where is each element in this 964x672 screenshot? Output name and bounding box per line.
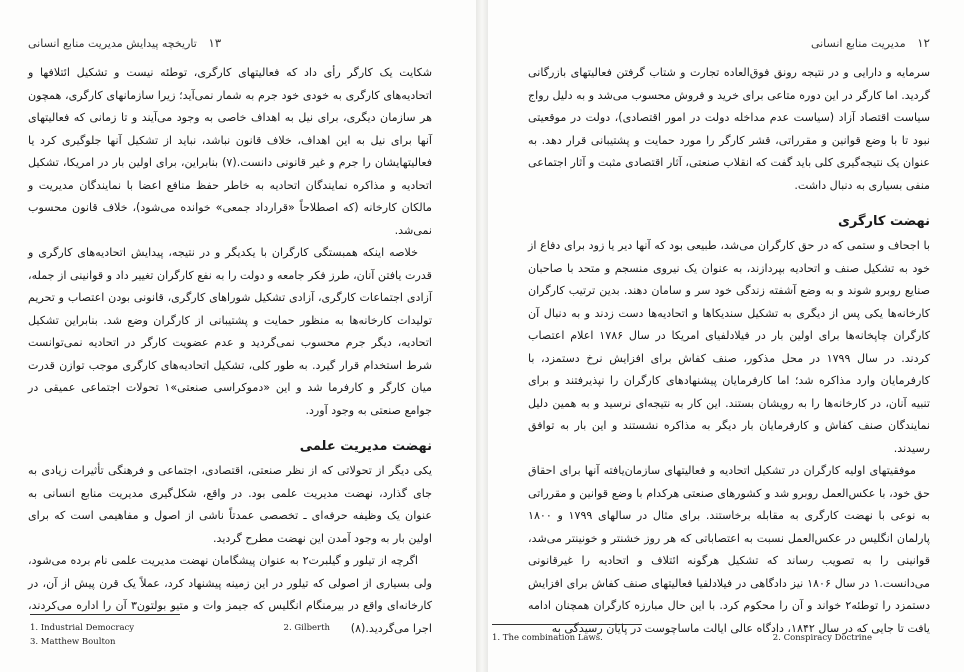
footnote-1: 1. Industrial Democracy (30, 623, 135, 633)
left-paragraph-1: شکایت یک کارگر رأی داد که فعالیتهای کارگری، توطئه نیست و تشکیل ائتلافها و اتحادیه‌های کارگری به خودی خود جرم به شمار نمی‌آید؛ زیرا سازمانهای کارگری، همچون هر سازمان دیگری، برای نیل به اهداف خاصی به وجود می‌آیند و تا زمانی که فعالیتهای آنها برای نیل به این اهداف، خلاف قانون نباشد، نباید از تشکیل آنها جلوگیری کرد یا فعالیتهایشان را جرم و غیر قانونی دانست.(۷) بنابراین، برای اولین بار در امریکا، تشکیل اتحادیه و مذاکره نمایندگان اتحادیه به خاطر حفظ منافع اعضا با نمایندگان مدیریت و مالکان کارخانه (که اصطلاحاً «قرارداد جمعی» خوانده می‌شود)، خلاف قانون محسوب نمی‌شد. (28, 66, 432, 237)
left-paragraph-2: خلاصه اینکه همبستگی کارگران با یکدیگر و در نتیجه، پیدایش اتحادیه‌های کارگری و قدرت یافتن آنان، طرز فکر جامعه و دولت را به نفع کارگران تغییر داد و قوانینی از جمله، آزادی اجتماعات کارگری، آزادی تشکیل شوراهای کارگری، قانونی بودن اعتصاب و تحریم تولیدات کارخانه‌ها به منظور حمایت و پشتیبانی از کارگران وضع شد. بنابراین تشکیل اتحادیه، دیگر جرم محسوب نمی‌گردید و عدم عضویت کارگر در اتحادیه نمی‌توانست شرط استخدام قرار گیرد. به طور کلی، تشکیل اتحادیه‌های کارگری موجب توازن قدرت میان کارگر و کارفرما شد و این «دموکراسی صنعتی»۱ تحولات اجتماعی عمیقی در جوامع صنعتی به وجود آورد. (28, 246, 432, 417)
footnote-3: 3. Matthew Boulton (30, 637, 116, 647)
footnote-1: 1. The combination Laws. (492, 633, 603, 643)
right-footnotes (492, 624, 932, 645)
book-gutter (476, 0, 488, 672)
right-section-title: نهضت کارگری (837, 214, 930, 229)
left-section-paragraph-1: یکی دیگر از تحولاتی که از نظر صنعتی، اقتصادی، اجتماعی و فرهنگی تأثیرات زیادی به جای گذارد، نهضت مدیریت علمی بود. در واقع، شکل‌گیری مدیریت منابع انسانی به عنوان یک وظیفه حرفه‌ای ـ تخصصی عمدتاً ناشی از اصول و مفاهیمی است که برای اولین بار به وجود آمدن این نهضت مطرح گردید. (28, 464, 432, 545)
right-section-paragraph-1: با اجحاف و ستمی که در حق کارگران می‌شد، طبیعی بود که آنها دیر یا زود برای دفاع از خود به تشکیل صنف و اتحادیه بپردازند، به عنوان یک نیروی منسجم و متحد با صاحبان صنایع روبرو شوند و به وضع آشفته زندگی خود سر و سامان دهند. بدین ترتیب کارگران کارخانه‌ها یکی پس از دیگری به تشکیل سندیکاها و اتحادیه‌ها دست زدند و به دنبال آن کارگران چاپخانه‌ها برای اولین بار در فیلادلفیای امریکا در سال ۱۷۸۶ اعلام اعتصاب کردند. در سال ۱۷۹۹ در محل مذکور، صنف کفاش برای افزایش نرخ دستمزد، با کارفرمایان وارد مذاکره شد؛ اما کارفرمایان پیشنهادهای کارگران را نپذیرفتند و برای تنبیه آنان، در کارخانه‌ها را به رویشان بستند. این کار به نتیجه‌ای نرسید و به همین دلیل نمایندگان صنف کفاش و کارفرمایان بار دیگر به مذاکره نشستند و این بار به توافق رسیدند. (528, 239, 930, 455)
footnote-rule (492, 624, 642, 625)
footnote-2: 2. Conspiracy Doctrine (772, 633, 872, 643)
right-page-number: ۱۲ (917, 36, 930, 50)
left-page-number: ۱۳ (208, 36, 222, 50)
left-page-body (28, 62, 432, 640)
right-header-title: مدیریت منابع انسانی (810, 37, 906, 50)
right-section-paragraph-2: موفقیتهای اولیه کارگران در تشکیل اتحادیه و فعالیتهای سازمان‌یافته آنها برای احقاق حق خود، با عکس‌العمل روبرو شد و کشورهای صنعتی هرکدام با وضع قوانین و مقرراتی به نوعی با نهضت کارگری به مقابله برخاستند. برای مثال در سالهای ۱۷۹۹ و ۱۸۰۰ پارلمان انگلیس در عکس‌العمل نسبت به اعتصاباتی که هر روز خشنتر و خونینتر می‌شد، قوانینی را به تصویب رساند که تشکیل هرگونه ائتلاف و اتحادیه را غیرقانونی می‌دانست.۱ در سال ۱۸۰۶ نیز دادگاهی در فیلادلفیا فعالیتهای صنف کفاش برای افزایش دستمزد را توطئه۲ خواند و آن را محکوم کرد. با این حال مبارزه کارگران همچنان ادامه یافت تا جایی که در سال ۱۸۴۲، دادگاه عالی ایالت ماساچوست در پایان رسیدگی به (528, 464, 931, 635)
left-page-header (28, 36, 432, 50)
left-page (0, 0, 476, 672)
right-page-header (528, 36, 930, 50)
right-paragraph-1: سرمایه و دارایی و در نتیجه رونق فوق‌العاده تجارت و شتاب گرفتن فعالیتهای بازرگانی گردید. اما کارگر در این دوره متاعی برای خرید و فروش محسوب می‌شد و به دلیل رواج سیاست اقتصاد آزاد (سیاست عدم مداخله دولت در امور اقتصادی)، دولت در موقعیتی نبود تا با وضع قوانین و مقرراتی، قشر کارگر را مورد حمایت و پشتیبانی قرار دهد. به عنوان یک نتیجه‌گیری کلی باید گفت که انقلاب صنعتی، آثار اقتصادی مثبت و آثار اجتماعی منفی بسیاری به دنبال داشت. (528, 66, 930, 192)
footnote-rule (30, 614, 180, 615)
left-footnotes (30, 614, 450, 649)
right-page (488, 0, 964, 672)
right-page-body (528, 62, 930, 640)
footnote-2: 2. Gilberth (283, 623, 330, 633)
left-section-title: نهضت مدیریت علمی (299, 439, 432, 454)
left-header-title: تاریخچه پیدایش مدیریت منابع انسانی (28, 37, 197, 50)
left-section-paragraph-2: اگرچه از تیلور و گیلبرت۲ به عنوان پیشگامان نهضت مدیریت علمی نام برده می‌شود، ولی بسیاری از اصولی که تیلور در این زمینه پیشنهاد کرد، عملاً یک قرن پیش از آن، در کارخانه‌ای واقع در بیرمنگام انگلیس که جیمز وات و متیو بولتون۳ آن را اداره می‌کردند، اجرا می‌گردید.(۸) (28, 554, 432, 635)
